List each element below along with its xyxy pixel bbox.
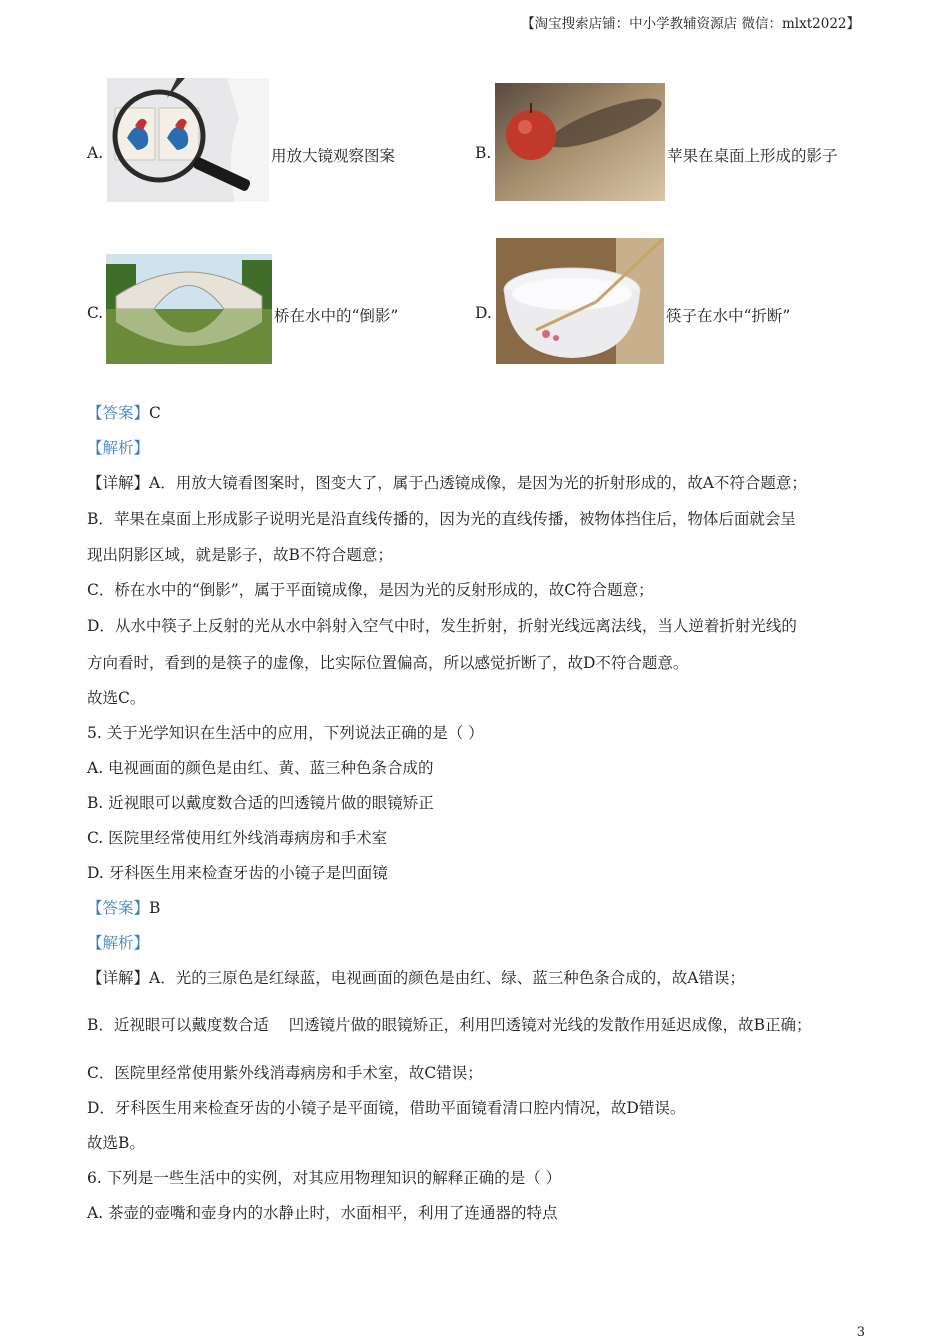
- q5-detail-line: C．医院里经常使用紫外线消毒病房和手术室，故C错误；: [87, 1064, 483, 1082]
- chopstick-bowl-image: [496, 238, 664, 364]
- q5-answer-line: [87, 896, 160, 918]
- q5-option-a: A. 电视画面的颜色是由红、黄、蓝三种色条合成的: [87, 759, 434, 777]
- page-header: 【淘宝搜索店铺：中小学教辅资源店 微信：mlxt2022】: [521, 16, 860, 32]
- option-d-letter: D.: [475, 304, 492, 322]
- q4-detail-label: 【详解】: [87, 474, 150, 492]
- q5-option-c: C. 医院里经常使用红外线消毒病房和手术室: [87, 829, 388, 847]
- apple-shadow-image: [495, 83, 665, 201]
- q4-answer-label: 【答案】: [87, 404, 150, 422]
- page-number: 3: [856, 1325, 865, 1340]
- q5-detail-line: B．近视眼可以戴度数合适 凹透镜片做的眼镜矫正，利用凹透镜对光线的发散作用延迟成像，故B正确；: [87, 1016, 812, 1034]
- q5-stem: 5. 关于光学知识在生活中的应用，下列说法正确的是（ ）: [87, 724, 484, 742]
- q4-detail-line: D．从水中筷子上反射的光从水中斜射入空气中时，发生折射，折射光线远离法线，当人逆着折射光线的: [87, 617, 797, 635]
- q4-detail-text-0: A．用放大镜看图案时，图变大了，属于凸透镜成像，是因为光的折射形成的，故A不符合题意；: [149, 474, 807, 492]
- option-b-letter: B.: [475, 144, 492, 162]
- q5-answer-label: 【答案】: [87, 899, 150, 917]
- q5-detail-line-1: [87, 966, 745, 988]
- q6-option-a: A. 茶壶的壶嘴和壶身内的水静止时，水面相平，利用了连通器的特点: [87, 1204, 558, 1222]
- q4-analysis-label: 【解析】: [87, 439, 150, 457]
- q4-answer-value: C: [149, 404, 161, 422]
- q4-detail-line: C．桥在水中的“倒影”，属于平面镜成像，是因为光的反射形成的，故C符合题意；: [87, 581, 654, 599]
- q5-analysis-label: 【解析】: [87, 934, 150, 952]
- q4-answer-line: [87, 401, 161, 423]
- magnifier-stamps-image: [107, 78, 269, 202]
- option-b-caption: 苹果在桌面上形成的影子: [667, 147, 838, 165]
- q5-detail-line: D．牙科医生用来检查牙齿的小镜子是平面镜，借助平面镜看清口腔内情况，故D错误。: [87, 1099, 686, 1117]
- bridge-reflection-image: [106, 254, 272, 364]
- option-c-caption: 桥在水中的“倒影”: [274, 307, 399, 325]
- q4-detail-line: B．苹果在桌面上形成影子说明光是沿直线传播的，因为光的直线传播，被物体挡住后，物体后面就会呈: [87, 510, 796, 528]
- option-a-caption: 用放大镜观察图案: [271, 147, 396, 165]
- q5-option-b: B. 近视眼可以戴度数合适的凹透镜片做的眼镜矫正: [87, 794, 434, 812]
- option-a-letter: A.: [87, 144, 104, 162]
- q5-detail-text-0: A．光的三原色是红绿蓝，电视画面的颜色是由红、绿、蓝三种色条合成的，故A错误；: [149, 969, 745, 987]
- q4-conclusion: 故选C。: [87, 689, 146, 707]
- q5-conclusion: 故选B。: [87, 1134, 145, 1152]
- option-d-caption: 筷子在水中“折断”: [666, 307, 791, 325]
- q6-stem: 6. 下列是一些生活中的实例，对其应用物理知识的解释正确的是（ ）: [87, 1169, 562, 1187]
- q5-detail-label: 【详解】: [87, 969, 150, 987]
- q5-option-d: D. 牙科医生用来检查牙齿的小镜子是凹面镜: [87, 864, 388, 882]
- option-c-letter: C.: [87, 304, 104, 322]
- q4-detail-line: 现出阴影区域，就是影子，故B不符合题意；: [87, 546, 393, 564]
- q4-detail-line-1: [87, 471, 807, 493]
- q4-detail-line: 方向看时，看到的是筷子的虚像，比实际位置偏高，所以感觉折断了，故D不符合题意。: [87, 654, 689, 672]
- q5-answer-value: B: [149, 899, 161, 917]
